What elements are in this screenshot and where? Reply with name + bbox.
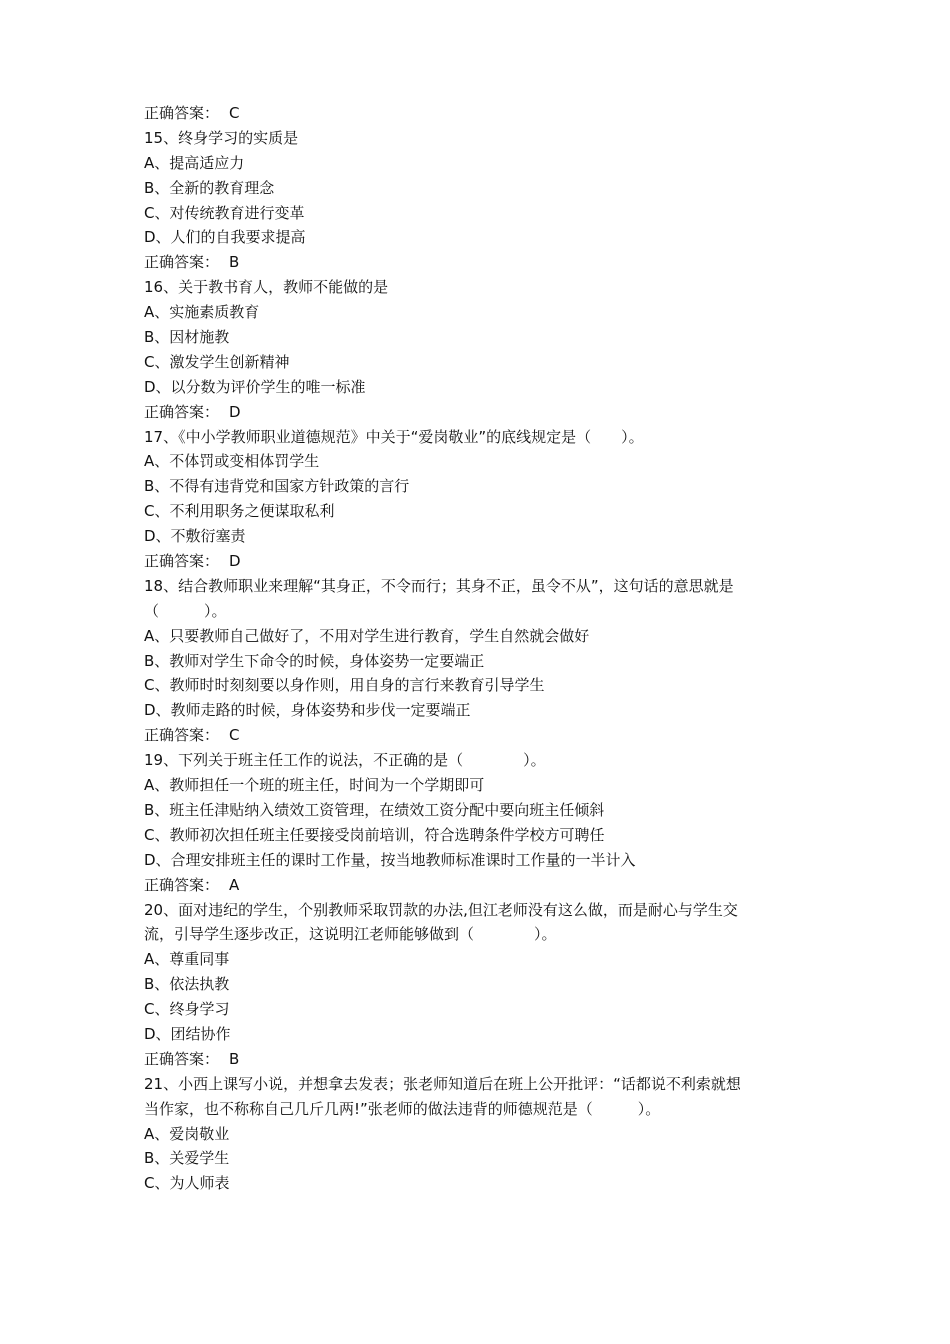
option-line: C、终身学习	[144, 1000, 230, 1019]
document-page	[144, 101, 812, 1196]
question-line: 16、关于教书育人，教师不能做的是	[144, 278, 389, 297]
option-line: D、团结协作	[144, 1024, 231, 1043]
option-line: C、教师时时刻刻要以身作则，用自身的言行来教育引导学生	[144, 676, 545, 695]
answer-line	[144, 101, 812, 126]
question-line: 15、终身学习的实质是	[144, 128, 299, 147]
option-line: D、教师走路的时候，身体姿势和步伐一定要端正	[144, 701, 471, 720]
answer-line	[144, 250, 812, 275]
option-line: B、因材施教	[144, 328, 230, 347]
answer-line	[144, 549, 812, 574]
answer-line	[144, 400, 812, 425]
option-line: A、尊重同事	[144, 950, 230, 969]
option-line: D、合理安排班主任的课时工作量，按当地教师标准课时工作量的一半计入	[144, 850, 636, 869]
text-line: 当作家，也不称称自己几斤几两!”张老师的做法违背的师德规范是（ ）。	[144, 1099, 661, 1118]
answer-line	[144, 1047, 812, 1072]
question-line: 20、面对违纪的学生，个别教师采取罚款的办法,但江老师没有这么做，而是耐心与学生交	[144, 900, 738, 919]
option-line: C、不利用职务之便谋取私利	[144, 502, 335, 521]
answer-label: 正确答案：	[144, 875, 220, 894]
answer-value: D	[229, 552, 241, 571]
question-line: 17、《中小学教师职业道德规范》中关于“爱岗敬业”的底线规定是（ ）。	[144, 427, 644, 446]
option-line: B、班主任津贴纳入绩效工资管理，在绩效工资分配中要向班主任倾斜	[144, 800, 605, 819]
option-line: C、对传统教育进行变革	[144, 203, 305, 222]
option-line: A、教师担任一个班的班主任，时间为一个学期即可	[144, 776, 485, 795]
option-line: A、只要教师自己做好了，不用对学生进行教育，学生自然就会做好	[144, 626, 590, 645]
option-line: D、人们的自我要求提高	[144, 228, 306, 247]
answer-value: C	[229, 104, 240, 122]
option-line: A、不体罚或变相体罚学生	[144, 452, 320, 471]
option-line: B、关爱学生	[144, 1149, 230, 1168]
answer-label: 正确答案：	[144, 726, 220, 745]
option-line: B、依法执教	[144, 975, 230, 994]
option-line: A、实施素质教育	[144, 303, 260, 322]
option-line: C、为人师表	[144, 1174, 230, 1193]
option-line: B、全新的教育理念	[144, 178, 275, 197]
answer-label: 正确答案：	[144, 104, 220, 122]
option-line: A、爱岗敬业	[144, 1124, 230, 1143]
text-line: 流，引导学生逐步改正，这说明江老师能够做到（ ）。	[144, 925, 557, 944]
option-line: D、以分数为评价学生的唯一标准	[144, 377, 366, 396]
option-line: B、不得有违背党和国家方针政策的言行	[144, 477, 410, 496]
answer-label: 正确答案：	[144, 1049, 220, 1068]
answer-value: B	[229, 253, 240, 272]
question-line: 18、结合教师职业来理解“其身正，不令而行；其身不正，虽令不从”，这句话的意思就是	[144, 576, 734, 595]
answer-value: D	[229, 402, 241, 421]
option-line: D、不敷衍塞责	[144, 527, 246, 546]
question-line: 19、下列关于班主任工作的说法，不正确的是（ ）。	[144, 751, 546, 770]
answer-label: 正确答案：	[144, 402, 220, 421]
answer-line	[144, 723, 812, 748]
answer-label: 正确答案：	[144, 253, 220, 272]
answer-line	[144, 873, 812, 898]
option-line: C、激发学生创新精神	[144, 352, 290, 371]
answer-label: 正确答案：	[144, 552, 220, 571]
question-line: 21、小西上课写小说，并想拿去发表；张老师知道后在班上公开批评：“话都说不利索就想	[144, 1074, 741, 1093]
text-line: （ ）。	[144, 601, 227, 620]
option-line: A、提高适应力	[144, 153, 245, 172]
option-line: B、教师对学生下命令的时候，身体姿势一定要端正	[144, 651, 485, 670]
option-line: C、教师初次担任班主任要接受岗前培训，符合选聘条件学校方可聘任	[144, 825, 605, 844]
answer-value: A	[229, 875, 240, 894]
answer-value: C	[229, 726, 240, 745]
answer-value: B	[229, 1049, 240, 1068]
